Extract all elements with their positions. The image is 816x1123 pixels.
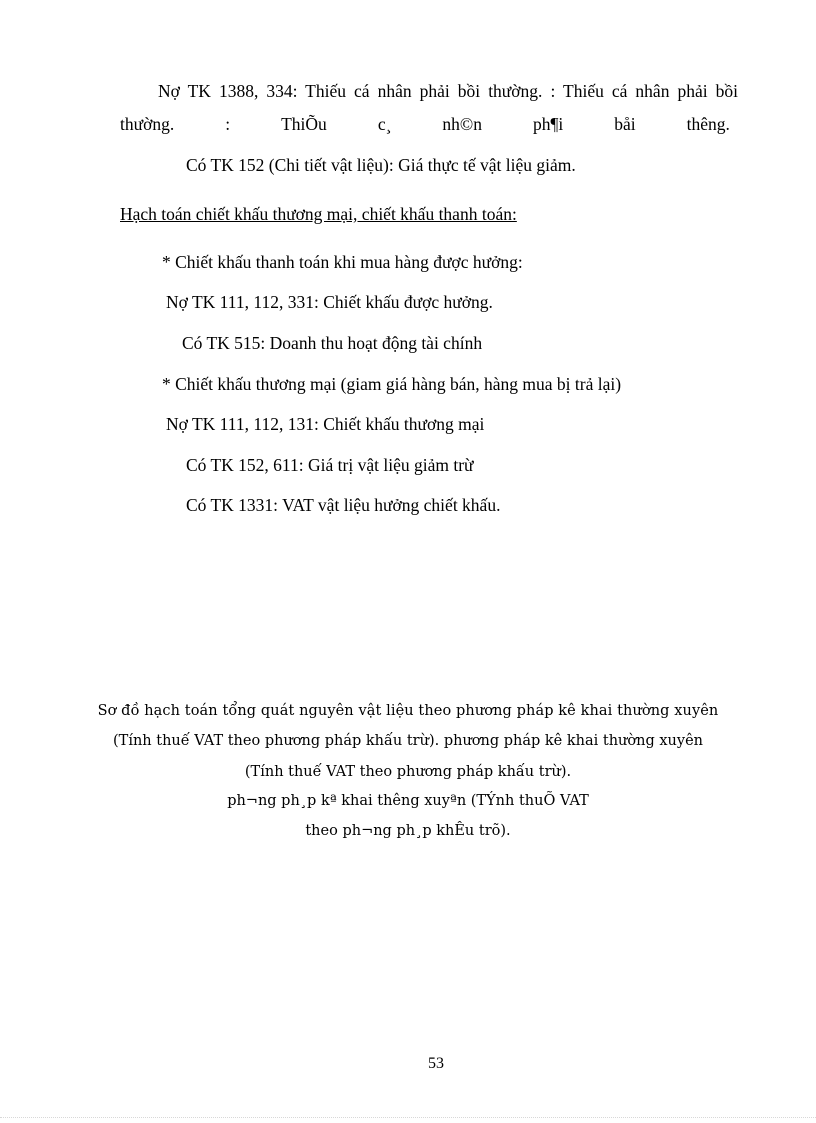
diagram-caption-line: (Tính thuế VAT theo phương pháp khấu trừ). phương pháp kê khai thường xuyên — [113, 733, 703, 749]
credit-entry: Có TK 515: Doanh thu hoạt động tài chính — [182, 333, 483, 353]
word: ph¶i — [532, 114, 564, 134]
word: nh©n — [442, 114, 482, 134]
diagram-caption-line: Sơ đồ hạch toán tổng quát nguyên vật liệu theo phương pháp kê khai thường xuyên — [97, 703, 719, 719]
word: : — [225, 114, 231, 134]
word: båi — [614, 114, 636, 134]
word: ThiÕu — [281, 114, 327, 134]
credit-entry: Có TK 1331: VAT vật liệu hưởng chiết khấu. — [186, 495, 501, 515]
credit-entry: Có TK 152, 611: Giá trị vật liệu giảm trừ — [186, 455, 474, 475]
credit-entry: Có TK 152 (Chi tiết vật liệu): Giá thực tế vật liệu giảm. — [186, 155, 576, 175]
discount-bullet: * Chiết khấu thanh toán khi mua hàng được hưởng: — [162, 252, 523, 272]
diagram-caption-line: theo ph¬ng ph¸p khÊu trõ). — [305, 823, 511, 839]
page-number: 53 — [428, 1055, 444, 1072]
word: c¸ — [377, 114, 392, 134]
paragraph-line-1: Nợ TK 1388, 334: Thiếu cá nhân phải bồi thường. : Thiếu cá nhân phải bồi — [158, 81, 738, 101]
debit-entry: Nợ TK 111, 112, 131: Chiết khấu thương mại — [166, 414, 485, 434]
discount-bullet: * Chiết khấu thương mại (giam giá hàng bán, hàng mua bị trả lại) — [162, 374, 622, 394]
word: thêng. — [686, 114, 730, 134]
word: thường. — [120, 114, 175, 134]
page-bottom-divider — [0, 1117, 816, 1118]
debit-entry: Nợ TK 111, 112, 331: Chiết khấu được hưởng. — [166, 292, 493, 312]
section-heading: Hạch toán chiết khấu thương mại, chiết khấu thanh toán: — [120, 204, 517, 224]
diagram-caption-line: ph¬ng ph¸p kª khai thêng xuyªn (TÝnh thuÕ VAT — [227, 793, 589, 809]
paragraph-line-2 — [120, 113, 730, 135]
diagram-caption-line: (Tính thuế VAT theo phương pháp khấu trừ). — [244, 764, 572, 780]
